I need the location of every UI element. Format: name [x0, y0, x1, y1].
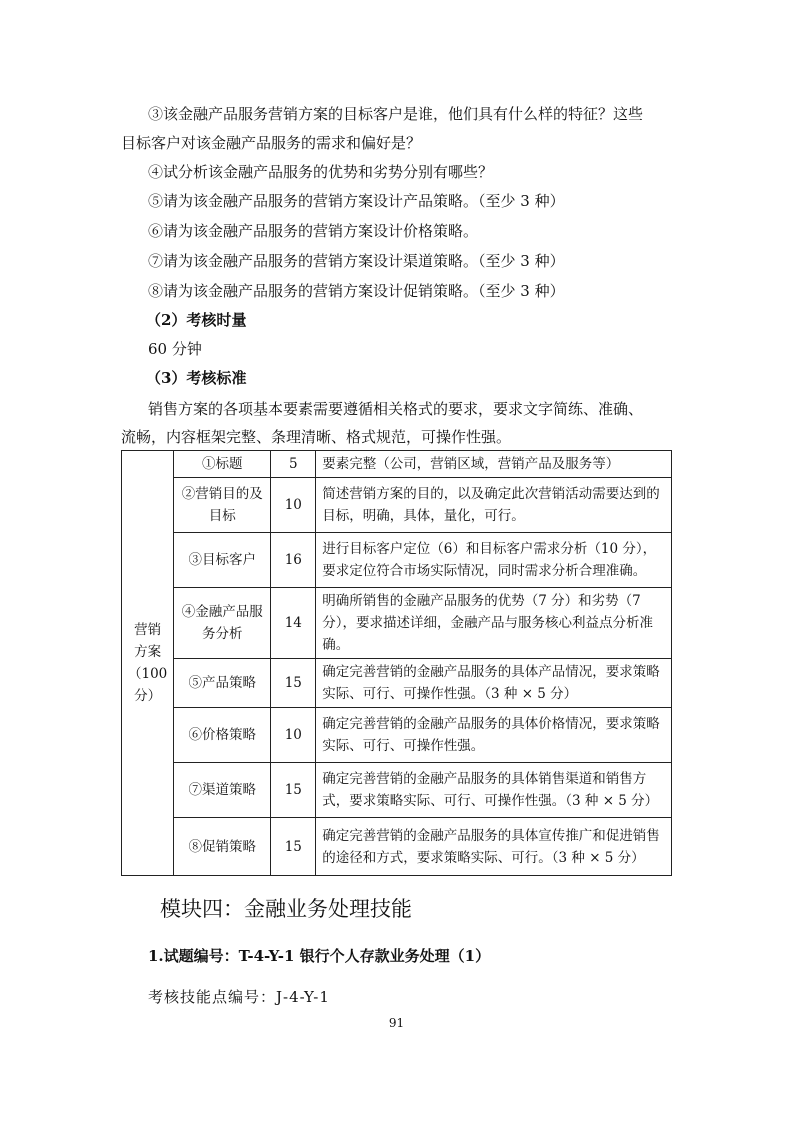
- question-title: 1.试题编号：T-4-Y-1 银行个人存款业务处理（1）: [148, 947, 491, 965]
- question-6: ⑥请为该金融产品服务的营销方案设计价格策略。: [148, 222, 479, 240]
- score-cell: 14: [271, 588, 316, 659]
- table-row: [122, 451, 672, 478]
- question-3-line-1: ③该金融产品服务营销方案的目标客户是谁，他们具有什么样的特征？这些: [148, 105, 644, 123]
- table-row: [122, 708, 672, 763]
- item-cell: ③目标客户: [174, 533, 271, 588]
- table-row: [122, 478, 672, 533]
- score-cell: 10: [271, 478, 316, 533]
- item-cell: ⑧促销策略: [174, 818, 271, 876]
- requirement-cell: 确定完善营销的金融产品服务的具体产品情况，要求策略实际、可行、可操作性强。（3 种 × 5 分）: [316, 659, 672, 708]
- skill-point-code: 考核技能点编号：J-4-Y-1: [148, 988, 330, 1006]
- time-value: 60 分钟: [148, 340, 202, 358]
- time-heading: （2）考核时量: [146, 311, 247, 329]
- score-cell: 15: [271, 818, 316, 876]
- category-cell: 营销方案（100分）: [122, 451, 174, 876]
- table-row: [122, 659, 672, 708]
- score-cell: 5: [271, 451, 316, 478]
- requirement-cell: 确定完善营销的金融产品服务的具体销售渠道和销售方式，要求策略实际、可行、可操作性强。（3 种 × 5 分）: [316, 763, 672, 818]
- requirement-cell: 简述营销方案的目的，以及确定此次营销活动需要达到的目标，明确，具体，量化，可行。: [316, 478, 672, 533]
- question-4: ④试分析该金融产品服务的优势和劣势分别有哪些？: [148, 163, 494, 181]
- table-row: [122, 533, 672, 588]
- requirement-cell: 明确所销售的金融产品服务的优势（7 分）和劣势（7 分），要求描述详细，金融产品与服务核心利益点分析准确。: [316, 588, 672, 659]
- score-cell: 15: [271, 659, 316, 708]
- item-cell: ②营销目的及目标: [174, 478, 271, 533]
- standard-desc-line-2: 流畅，内容框架完整、条理清晰、格式规范，可操作性强。: [121, 428, 512, 446]
- table-row: [122, 763, 672, 818]
- score-cell: 15: [271, 763, 316, 818]
- item-cell: ④金融产品服务分析: [174, 588, 271, 659]
- score-cell: 10: [271, 708, 316, 763]
- standard-desc-line-1: 销售方案的各项基本要素需要遵循相关格式的要求，要求文字简练、准确、: [148, 400, 644, 418]
- question-7: ⑦请为该金融产品服务的营销方案设计渠道策略。（至少 3 种）: [148, 252, 565, 270]
- item-cell: ①标题: [174, 451, 271, 478]
- item-cell: ⑤产品策略: [174, 659, 271, 708]
- requirement-cell: 确定完善营销的金融产品服务的具体价格情况，要求策略实际、可行、可操作性强。: [316, 708, 672, 763]
- score-cell: 16: [271, 533, 316, 588]
- requirement-cell: 确定完善营销的金融产品服务的具体宣传推广和促进销售的途径和方式，要求策略实际、可行。（3 种 × 5 分）: [316, 818, 672, 876]
- module-title: 模块四：金融业务处理技能: [160, 897, 412, 921]
- question-3-line-2: 目标客户对该金融产品服务的需求和偏好是？: [121, 134, 422, 152]
- item-cell: ⑥价格策略: [174, 708, 271, 763]
- criteria-table: [121, 450, 672, 876]
- question-5: ⑤请为该金融产品服务的营销方案设计产品策略。（至少 3 种）: [148, 192, 565, 210]
- standard-heading: （3）考核标准: [146, 369, 247, 387]
- page-number: 91: [388, 1016, 405, 1030]
- table-row: [122, 818, 672, 876]
- question-8: ⑧请为该金融产品服务的营销方案设计促销策略。（至少 3 种）: [148, 282, 565, 300]
- requirement-cell: 进行目标客户定位（6）和目标客户需求分析（10 分），要求定位符合市场实际情况，同时需求分析合理准确。: [316, 533, 672, 588]
- item-cell: ⑦渠道策略: [174, 763, 271, 818]
- table-row: [122, 588, 672, 659]
- requirement-cell: 要素完整（公司，营销区域，营销产品及服务等）: [316, 451, 672, 478]
